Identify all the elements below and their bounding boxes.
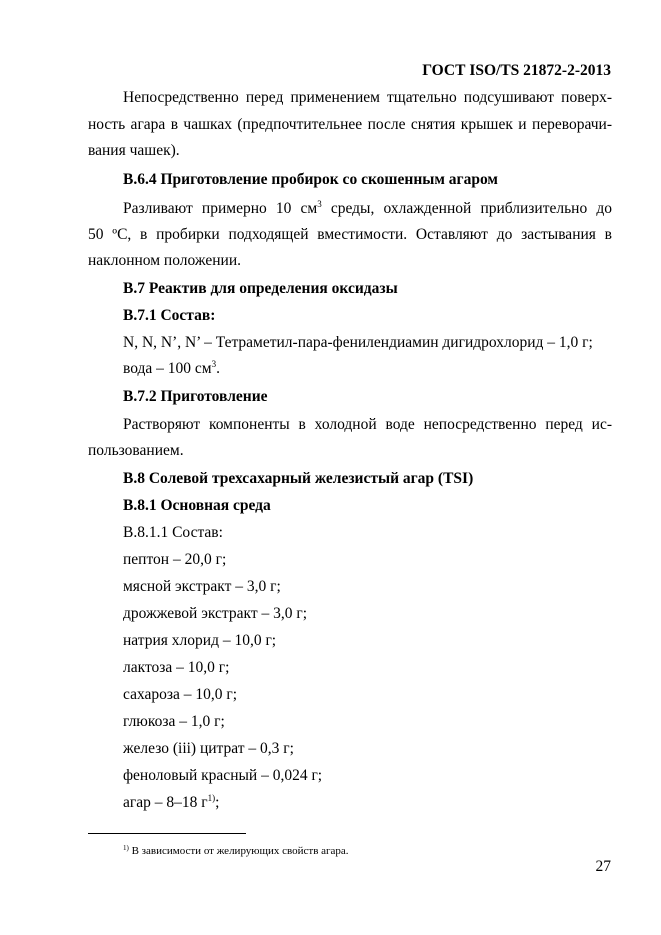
list-item: железо (iii) цитрат – 0,3 г; [123, 740, 294, 757]
list-item: натрия хлорид – 10,0 г; [123, 632, 277, 649]
paragraph-line: Разливают примерно 10 $см^3$ среды, охлажденной приблизительно до [123, 199, 612, 217]
paragraph-line: пользованием. [88, 442, 184, 459]
section-heading-b71: В.7.1 Состав: [123, 307, 216, 324]
list-item: лактоза – 10,0 г; [123, 659, 230, 676]
page-number: 27 [595, 858, 611, 875]
paragraph-line: ность агара в чашках (предпочтительнее после снятия крышек и переворачи- [88, 116, 612, 133]
document-code-header: ГОСТ ISO/TS 21872-2-2013 [422, 62, 611, 79]
superscript: 3 [211, 359, 217, 369]
list-item: феноловый красный – 0,024 г; [123, 767, 323, 784]
section-heading-b64: В.6.4 Приготовление пробирок со скошенным агаром [123, 171, 498, 188]
list-item: сахароза – 10,0 г; [123, 686, 238, 703]
paragraph-line: наклонном положении. [88, 252, 242, 269]
list-item: агар – 8–18 $г^{1)}$; [123, 793, 220, 811]
section-heading-b81: В.8.1 Основная среда [123, 497, 271, 514]
paragraph-line: вания чашек). [88, 142, 180, 159]
section-heading-b8: В.8 Солевой трехсахарный железистый агар (TSI) [123, 470, 474, 487]
paragraph-line: Растворяют компоненты в холодной воде непосредственно перед ис- [123, 416, 612, 433]
section-heading-b72: В.7.2 Приготовление [123, 388, 268, 405]
footnote [123, 844, 349, 858]
footnote-divider [88, 833, 246, 834]
list-item: вода – 100 $см^3$. [123, 359, 220, 377]
list-item: дрожжевой экстракт – 3,0 г; [123, 605, 308, 622]
footnote-marker: 1) [123, 844, 129, 852]
list-item: N, N, N’, N’ – Тетраметил-пара-фенилендиамин дигидрохлорид – 1,0 г; [123, 334, 593, 351]
superscript: 3 [317, 199, 322, 209]
list-item: пептон – 20,0 г; [123, 551, 227, 568]
list-item: глюкоза – 1,0 г; [123, 713, 225, 730]
list-item: мясной экстракт – 3,0 г; [123, 578, 281, 595]
section-heading-b7: В.7 Реактив для определения оксидазы [123, 280, 398, 297]
footnote-text: В зависимости от желирующих свойств агара. [128, 845, 349, 857]
footnote-reference[interactable]: 1) [207, 793, 216, 803]
subsection-label-b811: В.8.1.1 Состав: [123, 524, 223, 541]
paragraph-line: Непосредственно перед применением тщательно подсушивают поверх- [123, 89, 612, 106]
paragraph-line: 50 ºС, в пробирки подходящей вместимости. Оставляют до застывания в [88, 226, 612, 243]
